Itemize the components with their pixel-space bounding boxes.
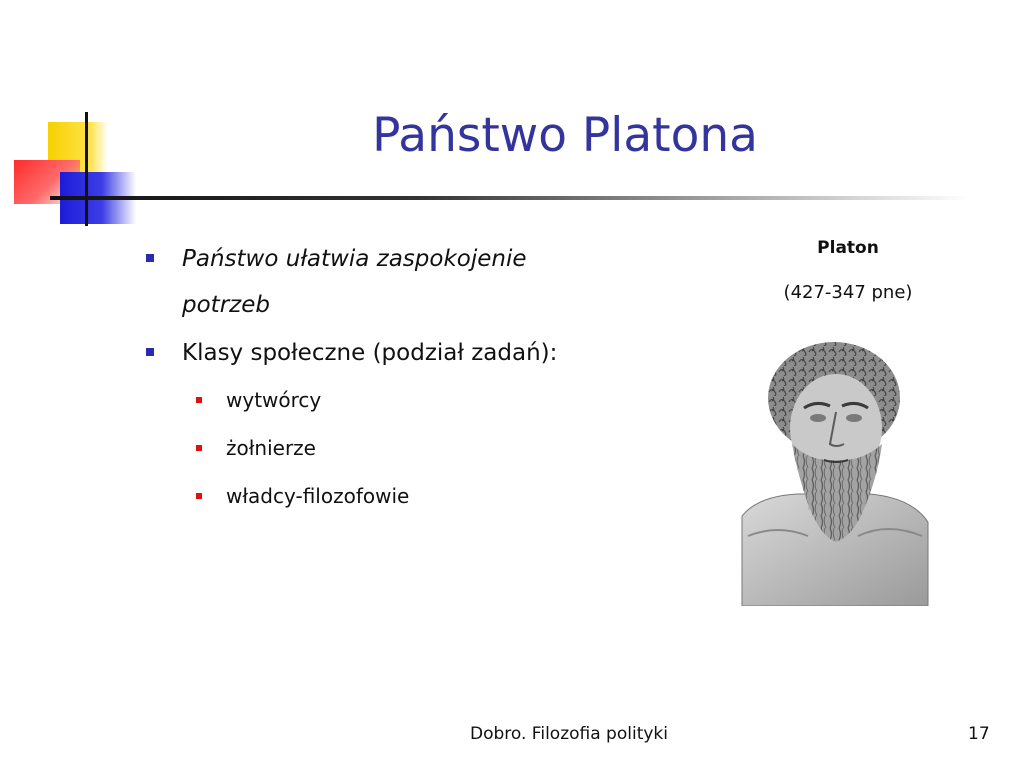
page-number: 17 [968,724,990,744]
sub-bullet-item [140,472,660,520]
logo-vertical-line [85,112,88,226]
sub-bullet-marker [196,445,202,451]
portrait-caption-name: Platon [817,238,879,258]
bullet-item [140,236,660,328]
bullet-marker [146,348,154,356]
portrait-caption-dates: (427-347 pne) [783,282,913,303]
sub-bullet-text: władcy-filozofowie [226,484,410,508]
sub-bullet-text: żołnierze [226,436,316,460]
title-underline [50,196,970,200]
platon-bust-image [738,336,930,606]
bullet-list [140,236,660,520]
sub-bullet-marker [196,397,202,403]
bullet-text-line: Państwo ułatwia zaspokojenie [182,246,527,272]
sub-bullet-marker [196,493,202,499]
footer-text: Dobro. Filozofia polityki [470,724,668,744]
bullet-text-line: potrzeb [182,292,270,318]
bullet-marker [146,254,154,262]
sub-bullet-item [140,424,660,472]
sub-bullet-text: wytwórcy [226,388,322,412]
bullet-item [140,330,660,376]
decorative-logo [0,100,160,230]
sub-bullet-item [140,376,660,424]
slide-title: Państwo Platona [372,108,758,163]
bullet-text: Klasy społeczne (podział zadań): [182,340,558,366]
